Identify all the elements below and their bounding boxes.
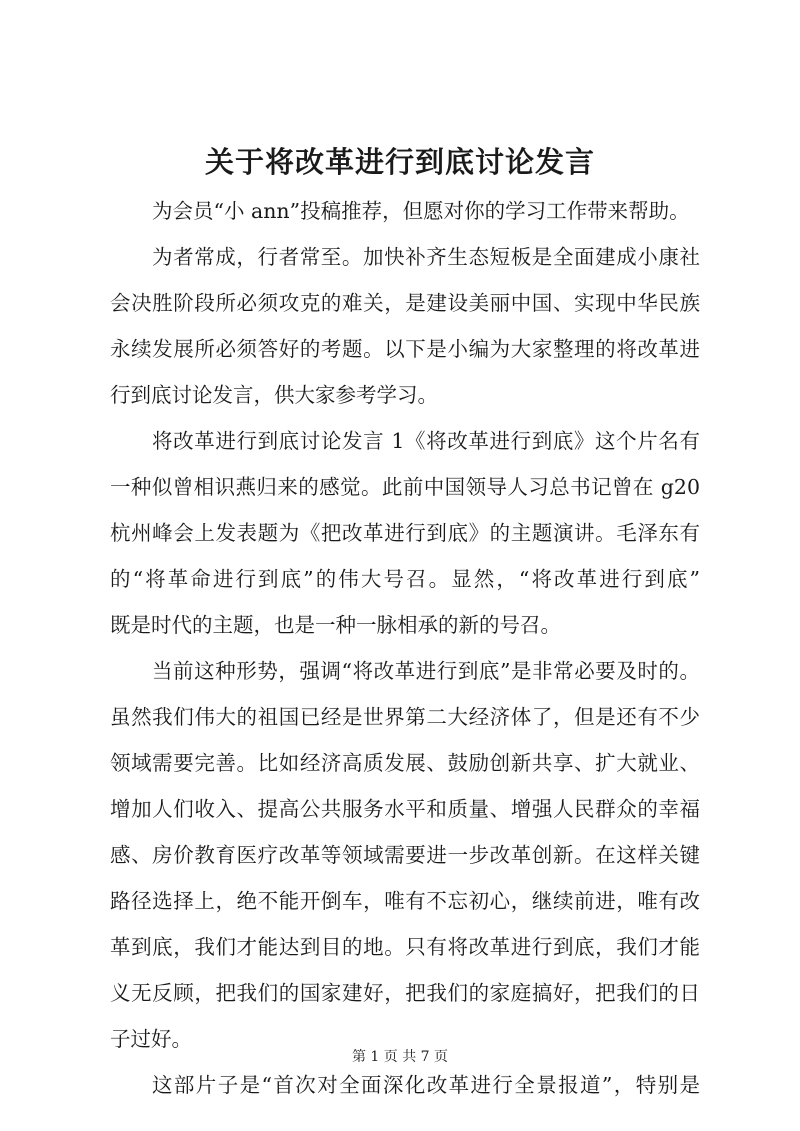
body-line: 既是时代的主题，也是一种一脉相承的新的号召。 (110, 613, 561, 637)
body-line: 为者常成，行者常至。加快补齐生态短板是全面建成小康社 (152, 245, 700, 269)
body-line: 路径选择上，绝不能开倒车，唯有不忘初心，继续前进，唯有改 (110, 889, 700, 913)
document-body (110, 188, 700, 1108)
body-line: 领域需要完善。比如经济高质发展、鼓励创新共享、扩大就业、 (110, 751, 700, 775)
body-line: 义无反顾，把我们的国家建好，把我们的家庭搞好，把我们的日 (110, 981, 700, 1005)
body-line: 虽然我们伟大的祖国已经是世界第二大经济体了，但是还有不少 (110, 705, 700, 729)
body-line: 子过好。 (110, 1027, 192, 1051)
body-line: 杭州峰会上发表题为《把改革进行到底》的主题演讲。毛泽东有 (110, 521, 700, 545)
body-line: 当前这种形势，强调“将改革进行到底”是非常必要及时的。 (152, 659, 700, 683)
body-line: 这部片子是“首次对全面深化改革进行全景报道”，特别是 (152, 1073, 700, 1097)
page-footer: 第 1 页 共 7 页 (351, 1049, 449, 1065)
body-line: 的“将革命进行到底”的伟大号召。显然，“将改革进行到底” (110, 567, 700, 591)
document-title: 关于将改革进行到底讨论发言 (204, 145, 595, 179)
body-line: 为会员“小 ann”投稿推荐，但愿对你的学习工作带来帮助。 (152, 199, 690, 223)
body-line: 革到底，我们才能达到目的地。只有将改革进行到底，我们才能 (110, 935, 700, 959)
body-line: 行到底讨论发言，供大家参考学习。 (110, 383, 438, 407)
body-line: 增加人们收入、提高公共服务水平和质量、增强人民群众的幸福 (110, 797, 700, 821)
body-line: 一种似曾相识燕归来的感觉。此前中国领导人习总书记曾在 g20 (110, 475, 700, 499)
body-line: 感、房价教育医疗改革等领域需要进一步改革创新。在这样关键 (110, 843, 700, 867)
body-line: 永续发展所必须答好的考题。以下是小编为大家整理的将改革进 (110, 337, 700, 361)
body-line: 将改革进行到底讨论发言 1《将改革进行到底》这个片名有 (152, 429, 700, 453)
body-line: 会决胜阶段所必须攻克的难关，是建设美丽中国、实现中华民族 (110, 291, 700, 315)
